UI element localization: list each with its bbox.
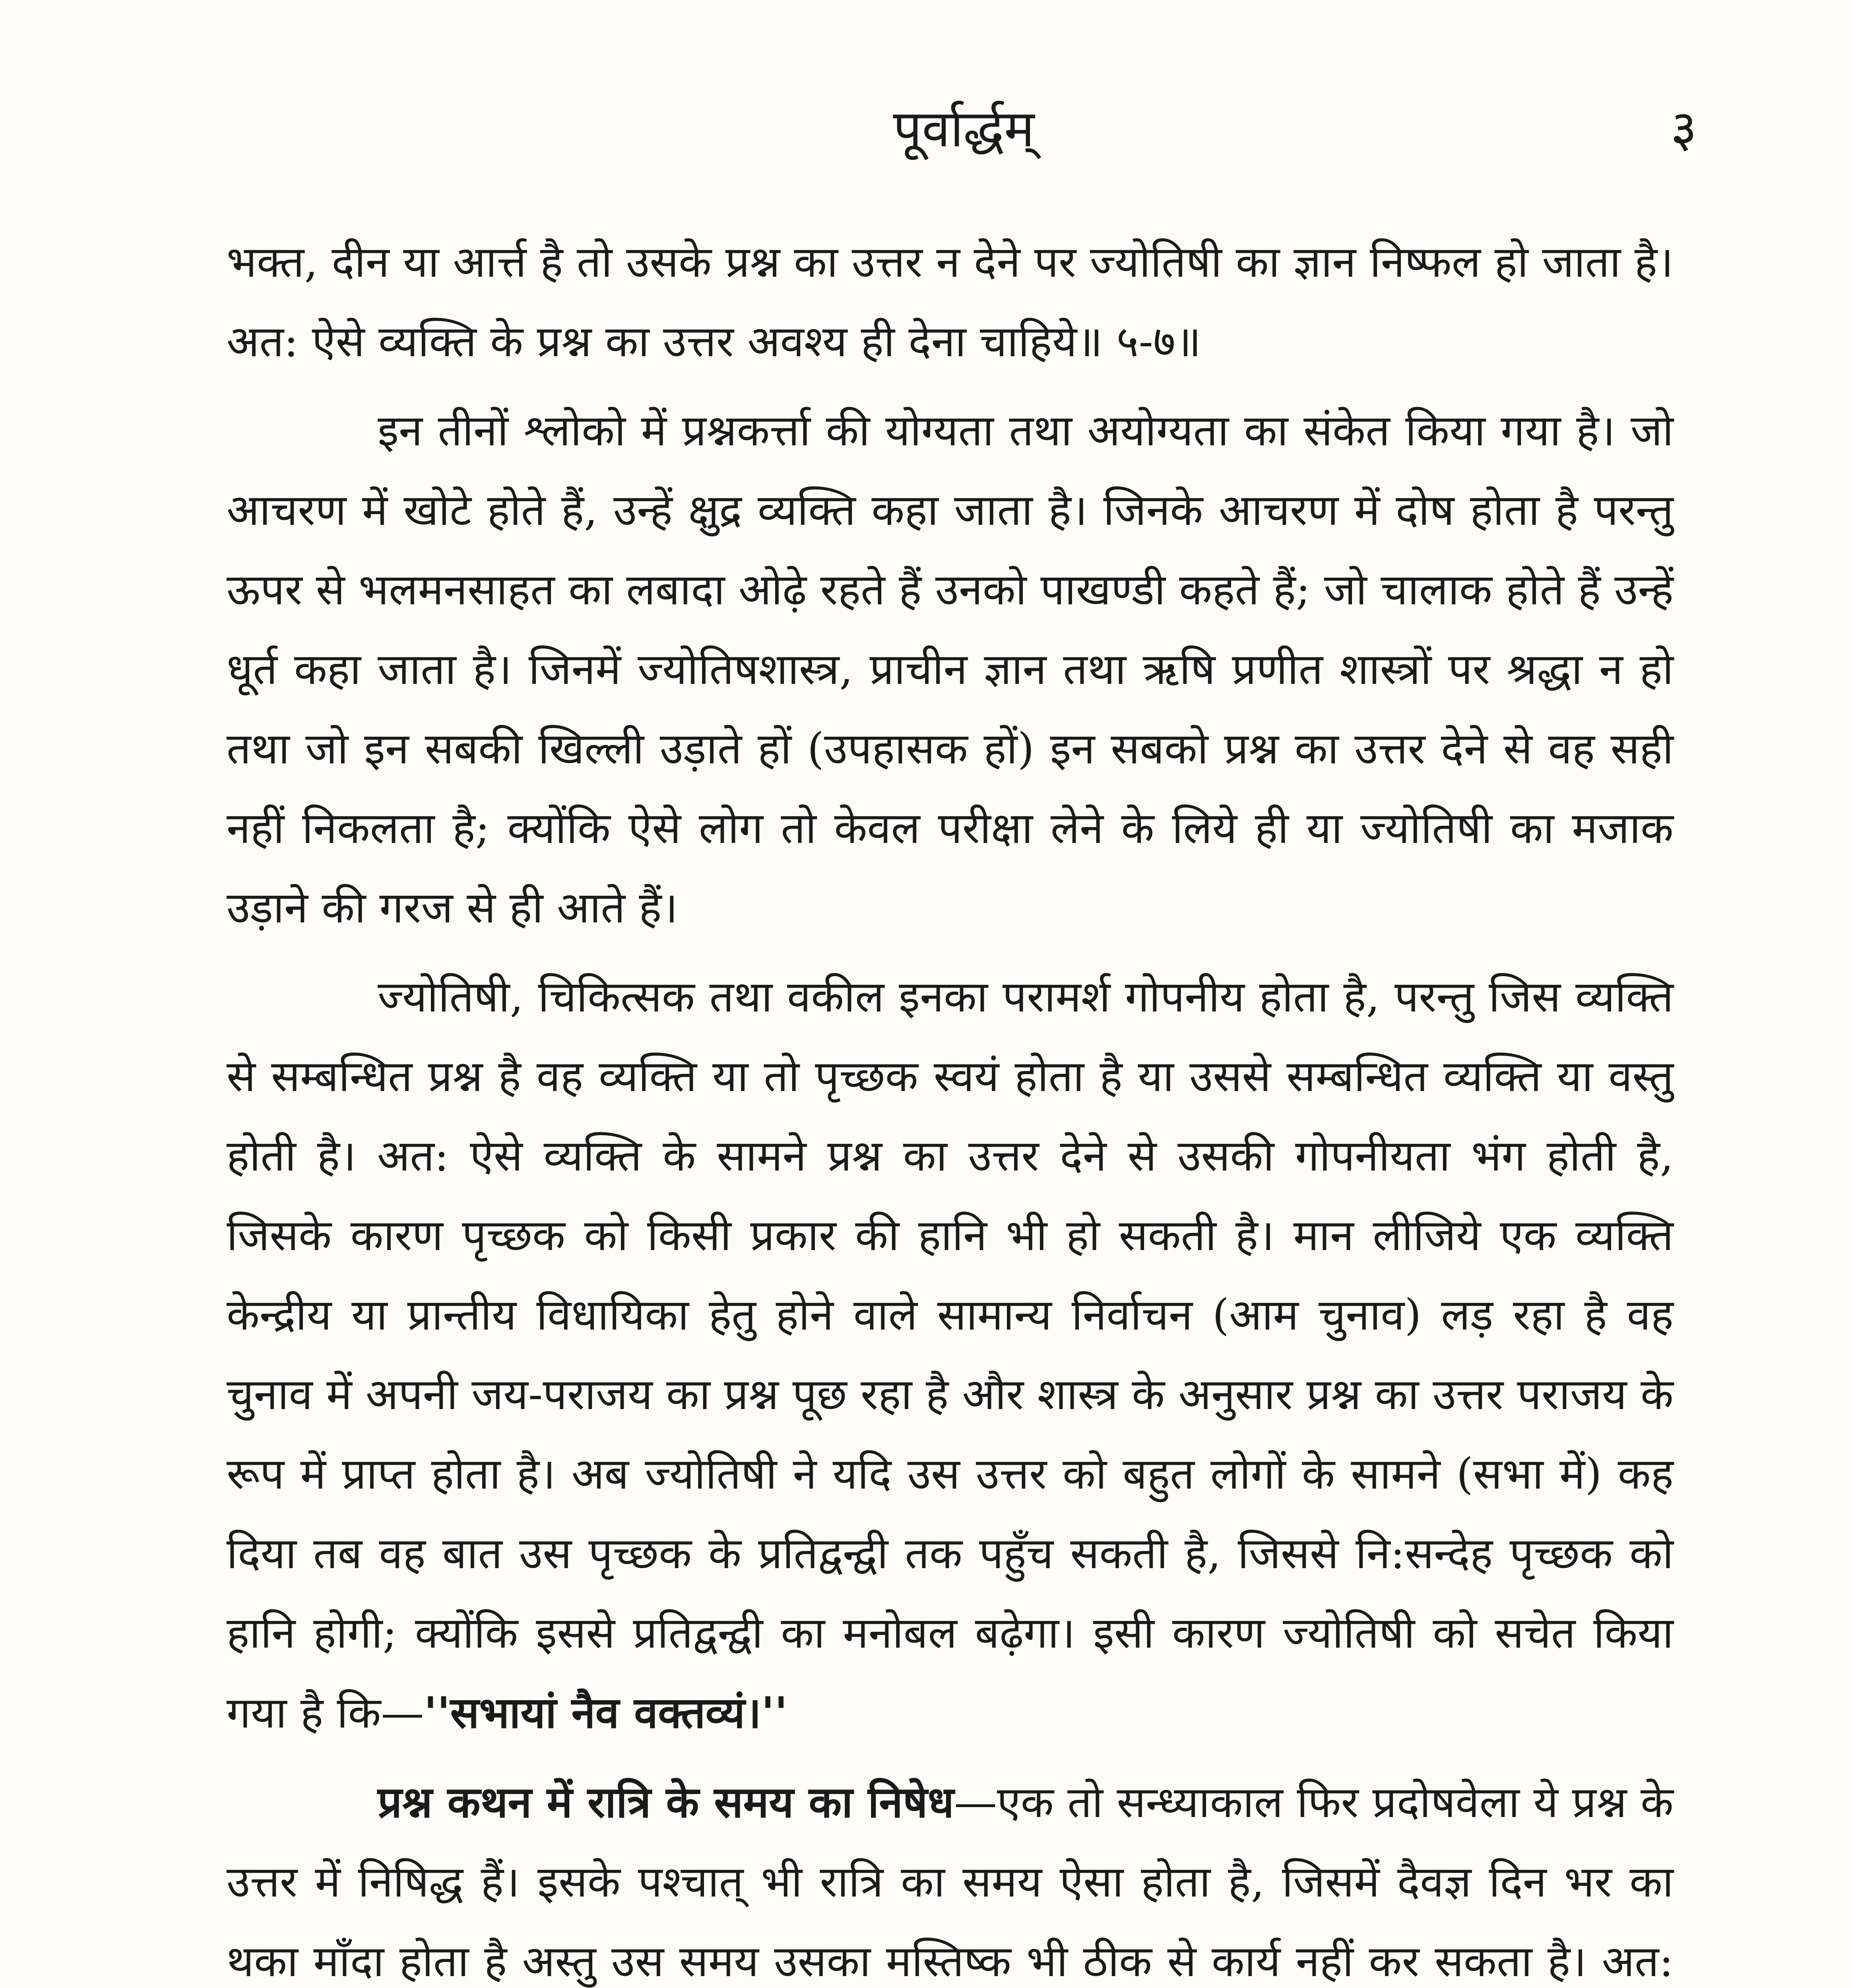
body-text <box>227 223 1674 1988</box>
page-header <box>231 97 1697 161</box>
paragraph-questioner-eligibility <box>227 391 1674 948</box>
running-title: पूर्वार्द्धम् <box>893 99 1035 159</box>
paragraph-verse-conclusion <box>227 223 1674 382</box>
paragraph-text: भक्त, दीन या आर्त्त है तो उसके प्रश्न का उत्तर न देने पर ज्योतिषी का ज्ञान निष्फल हो जाता है। अत: ऐसे व्यक्ति के प्रश्न का उत्तर अवश्य ही देना चाहिये॥ ५-७॥ <box>227 237 1674 367</box>
paragraph-confidentiality <box>227 957 1674 1753</box>
paragraph-night-prohibition <box>227 1763 1674 1988</box>
paragraph-text: इन तीनों श्लोको में प्रश्नकर्त्ता की योग्यता तथा अयोग्यता का संकेत किया गया है। जो आचरण में खोटे होते हैं, उन्हें क्षुद्र व्यक्ति कहा जाता है। जिनके आचरण में दोष होता है परन्तु ऊपर से भलमनसाहत का लबादा ओढ़े रहते हैं उनको पाखण्डी कहते हैं; जो चालाक होते हैं उन्हें धूर्त कहा जाता है। जिनमें ज्योतिषशास्त्र, प्राचीन ज्ञान तथा ऋषि प्रणीत शास्त्रों पर श्रद्धा न हो तथा जो इन सबकी खिल्ली उड़ाते हों (उपहासक हों) इन सबको प्रश्न का उत्तर देने से वह सही नहीं निकलता है; क्योंकि ऐसे लोग तो केवल परीक्षा लेने के लिये ही या ज्योतिषी का मजाक उड़ाने की गरज से ही आते हैं। <box>227 406 1674 933</box>
section-heading: प्रश्न कथन में रात्रि के समय का निषेध <box>378 1777 954 1827</box>
page-number: ३ <box>1670 99 1697 159</box>
paragraph-text: ज्योतिषी, चिकित्सक तथा वकील इनका परामर्श गोपनीय होता है, परन्तु जिस व्यक्ति से सम्बन्धित प्रश्न है वह व्यक्ति या तो पृच्छक स्वयं होता है या उससे सम्बन्धित व्यक्ति या वस्तु होती है। अत: ऐसे व्यक्ति के सामने प्रश्न का उत्तर देने से उसकी गोपनीयता भंग होती है, जिसके कारण पृच्छक को किसी प्रकार की हानि भी हो सकती है। मान लीजिये एक व्यक्ति केन्द्रीय या प्रान्तीय विधायिका हेतु होने वाले सामान्य निर्वाचन (आम चुनाव) लड़ रहा है वह चुनाव में अपनी जय-पराजय का प्रश्न पूछ रहा है और शास्त्र के अनुसार प्रश्न का उत्तर पराजय के रूप में प्राप्त होता है। अब ज्योतिषी ने यदि उस उत्तर को बहुत लोगों के सामने (सभा में) कह दिया तब वह बात उस पृच्छक के प्रतिद्वन्द्वी तक पहुँच सकती है, जिससे नि:सन्देह पृच्छक को हानि होगी; क्योंकि इससे प्रतिद्वन्द्वी का मनोबल बढ़ेगा। इसी कारण ज्योतिषी को सचेत किया गया है कि— <box>227 972 1674 1738</box>
quoted-maxim: ''सभायां नैव वक्तव्यं।'' <box>424 1688 788 1738</box>
paragraph-text: —एक तो सन्ध्याकाल फिर प्रदोषवेला ये प्रश्न के उत्तर में निषिद्ध हैं। इसके पश्चात् भी रात्रि का समय ऐसा होता है, जिसमें दैवज्ञ दिन भर का थका माँदा होता है अस्तु उस समय उसका मस्तिष्क भी ठीक से कार्य नहीं कर सकता है। अत: <box>227 1778 1674 1986</box>
